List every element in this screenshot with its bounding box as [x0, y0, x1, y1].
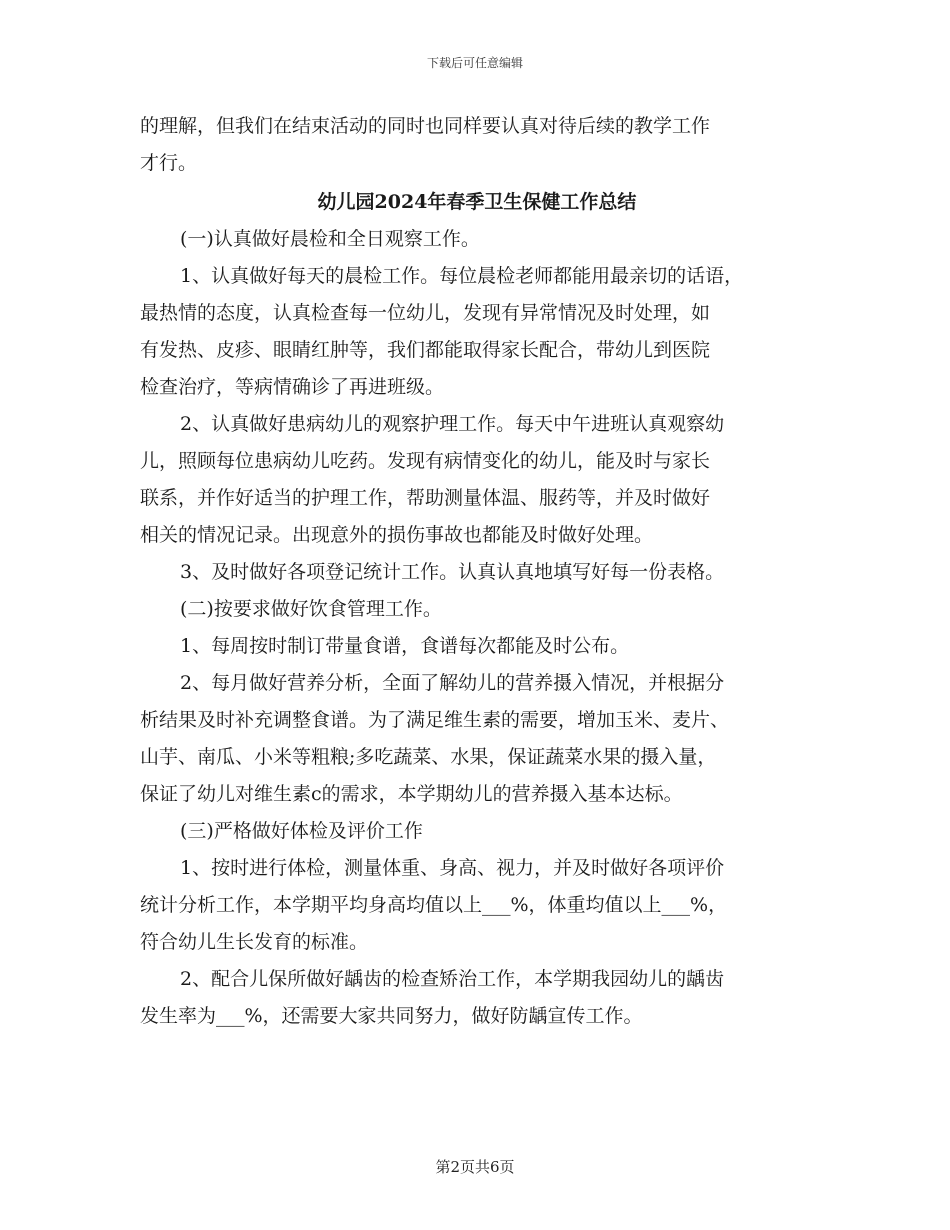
document-title: 幼儿园2024年春季卫生保健工作总结 [317, 191, 637, 213]
paragraph-line: 山芋、南瓜、小米等粗粮;多吃蔬菜、水果，保证蔬菜水果的摄入量， [140, 746, 717, 768]
paragraph-line: 有发热、皮疹、眼睛红肿等，我们都能取得家长配合，带幼儿到医院 [140, 339, 711, 361]
paragraph-line: 统计分析工作，本学期平均身高均值以上___%，体重均值以上___%， [140, 894, 728, 916]
paragraph-line: 符合幼儿生长发育的标准。 [140, 931, 369, 953]
paragraph-line: 发生率为___%，还需要大家共同努力，做好防龋宣传工作。 [140, 1005, 643, 1027]
paragraph-line: 1、认真做好每天的晨检工作。每位晨检老师都能用最亲切的话语， [180, 265, 744, 287]
paragraph-line: 析结果及时补充调整食谱。为了满足维生素的需要，增加玉米、麦片、 [140, 709, 730, 731]
paragraph-line: 相关的情况记录。出现意外的损伤事故也都能及时做好处理。 [140, 524, 654, 546]
section-heading: (三)严格做好体检及评价工作 [180, 820, 423, 842]
paragraph-line: 保证了幼儿对维生素c的需求，本学期幼儿的营养摄入基本达标。 [140, 783, 683, 805]
page-header: 下载后可任意编辑 [426, 56, 523, 70]
intro-line: 的理解，但我们在结束活动的同时也同样要认真对待后续的教学工作 [140, 115, 711, 137]
paragraph-line: 联系，并作好适当的护理工作，帮助测量体温、服药等，并及时做好 [140, 487, 711, 509]
paragraph-line: 1、按时进行体检，测量体重、身高、视力，并及时做好各项评价 [180, 857, 725, 879]
section-heading: (二)按要求做好饮食管理工作。 [180, 598, 442, 620]
paragraph-line: 3、及时做好各项登记统计工作。认真认真地填写好每一份表格。 [180, 561, 725, 583]
paragraph-line: 2、认真做好患病幼儿的观察护理工作。每天中午进班认真观察幼 [180, 413, 725, 435]
paragraph-line: 1、每周按时制订带量食谱，食谱每次都能及时公布。 [180, 635, 630, 657]
paragraph-line: 检查治疗，等病情确诊了再进班级。 [140, 376, 445, 398]
section-heading: (一)认真做好晨检和全日观察工作。 [180, 228, 480, 250]
document-body [140, 108, 820, 1035]
page-number: 第2页共6页 [435, 1158, 515, 1176]
paragraph-line: 最热情的态度，认真检查每一位幼儿，发现有异常情况及时处理，如 [140, 302, 711, 324]
intro-line: 才行。 [140, 152, 198, 174]
paragraph-line: 2、配合儿保所做好龋齿的检查矫治工作，本学期我园幼儿的龋齿 [180, 968, 725, 990]
paragraph-line: 儿，照顾每位患病幼儿吃药。发现有病情变化的幼儿，能及时与家长 [140, 450, 711, 472]
paragraph-line: 2、每月做好营养分析，全面了解幼儿的营养摄入情况，并根据分 [180, 672, 725, 694]
